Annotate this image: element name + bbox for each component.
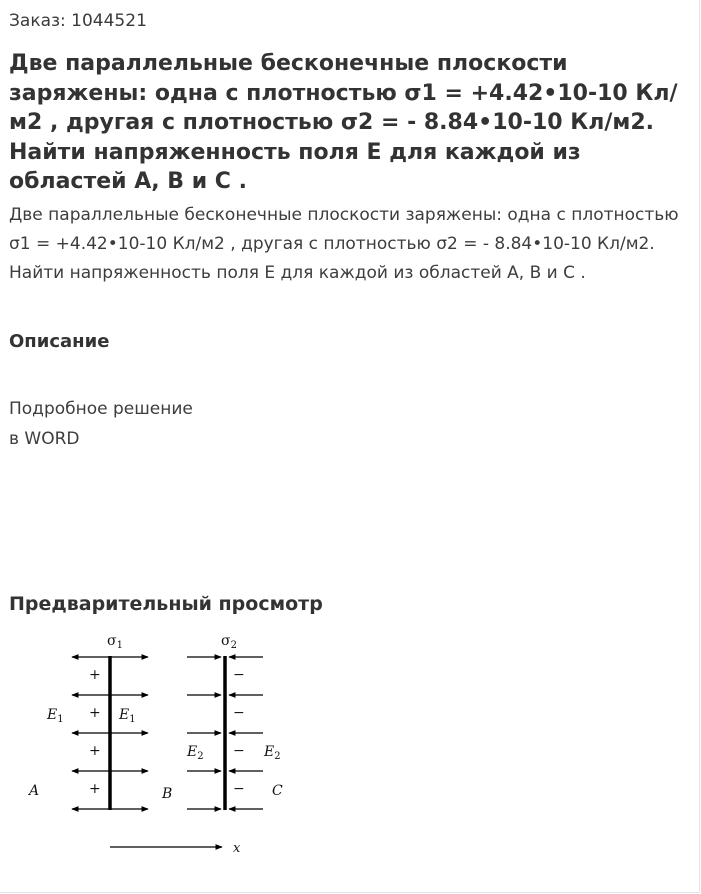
x-axis-label: x [233, 841, 241, 856]
field-e2-left-label: $E_2$ [187, 744, 204, 762]
task-title: Две параллельные бесконечные плоскости заряжены: одна с плотностью σ1 = +4.42•10-10 Кл/м2 , другая с плотностью σ2 = - 8.84•10-10 Кл/м2. Найти напряженность поля Е для каждой из областей А, В и С . [9, 51, 678, 194]
plate2-label: $\sigma_2$ [221, 633, 237, 651]
field-e2-right-label: $E_2$ [264, 744, 281, 762]
description-heading: Описание [9, 331, 110, 352]
minus-sign: − [233, 781, 245, 797]
plate2-charges [233, 667, 245, 797]
region-a-label: A [29, 783, 40, 799]
field-e1-right-label: $E_1$ [119, 707, 136, 725]
plus-sign: + [89, 705, 101, 721]
minus-sign: − [233, 743, 245, 759]
solution-detail-line: Подробное решение [9, 399, 193, 419]
plate1-charges [89, 667, 101, 797]
minus-sign: − [233, 667, 245, 683]
preview-figure [0, 620, 701, 890]
order-number: Заказ: 1044521 [9, 11, 147, 31]
plus-sign: + [89, 743, 101, 759]
field-e1-left-label: $E_1$ [47, 707, 64, 725]
region-b-label: B [162, 786, 173, 802]
plate1-label: $\sigma_1$ [107, 633, 123, 651]
solution-detail-line: в WORD [9, 429, 80, 449]
region-c-label: C [272, 783, 283, 799]
minus-sign: − [233, 705, 245, 721]
task-description: Две параллельные бесконечные плоскости заряжены: одна с плотностью σ1 = +4.42•10-10 Кл/м2 , другая с плотностью σ2 = - 8.84•10-10 Кл/м2. Найти напряженность поля Е для каждой из областей А, В и С . [9, 205, 679, 283]
preview-heading: Предварительный просмотр [9, 593, 323, 615]
plus-sign: + [89, 667, 101, 683]
solution-details [9, 394, 193, 454]
plus-sign: + [89, 781, 101, 797]
